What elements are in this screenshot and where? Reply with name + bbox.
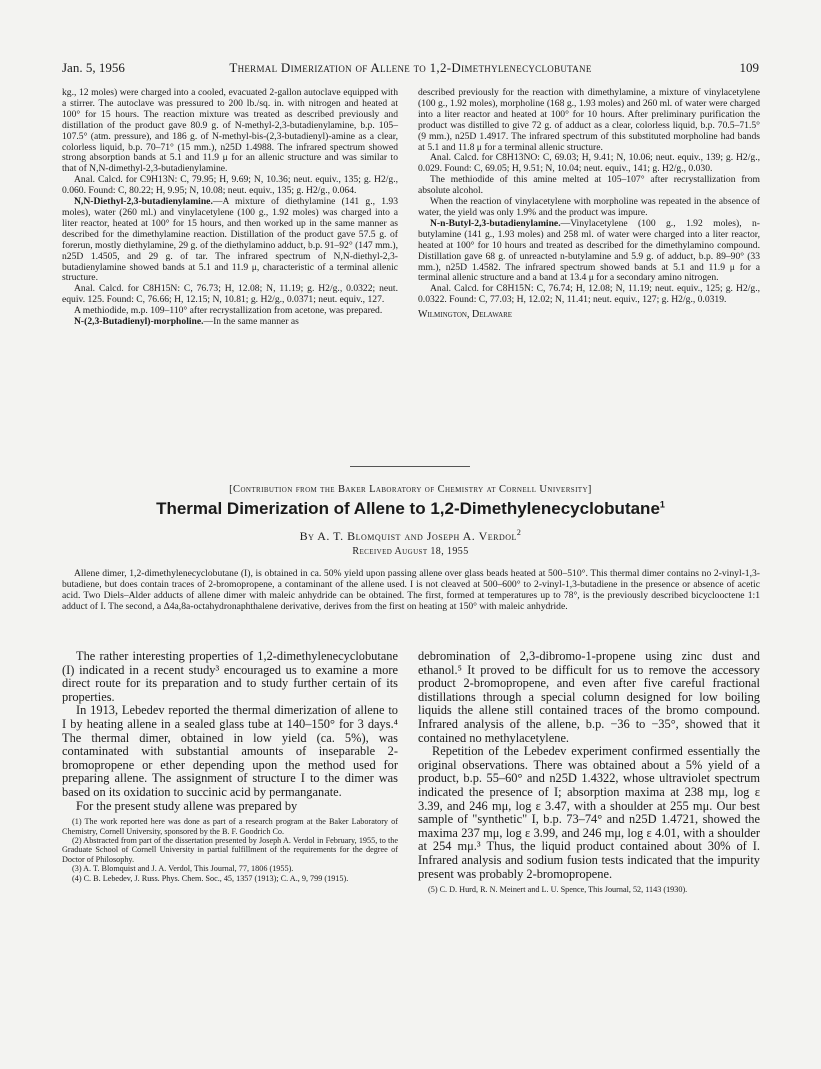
header-date: Jan. 5, 1956: [62, 60, 125, 75]
subsection-text: —A mixture of diethylamine (141 g., 1.93 moles), water (260 ml.) and vinylacetylene (100 g., 1.92 moles) was charged into a liter reactor, heated at 100° for 15 hours, and then worked up in the same manner as described for the dimethylamine reaction. Distillation of the product gave 57.5 g. of forerun, mostly diethylamine, 29 g. of the diethylamino adduct, b.p. 91–92° (147 mm.), n25D 1.4505, and 29 g. of tar. The infrared spectrum of N,N-diethyl-2,3-butadienylamine showed bands at 5.1 and 11.9 μ, characteristic of a terminal allenic structure.: [62, 196, 398, 284]
footnote: (5) C. D. Hurd, R. N. Meinert and L. U. Spence, This Journal, 52, 1143 (1930).: [428, 885, 688, 895]
title-footnote-mark: 1: [659, 499, 665, 510]
body-paragraph: In 1913, Lebedev reported the thermal dimerization of allene to I by heating allene in a sealed glass tube at 140–150° for 3 days.⁴ The thermal dimer, obtained in low yield (ca. 5%), was contaminated with substantial amounts of inseparable 2-bromopropene or ether depending upon the method used for preparing allene. The assignment of structure I to the dimer was based on its oxidation to succinic acid by permanganate.: [62, 703, 398, 799]
authors-text: By A. T. Blomquist and Joseph A. Verdol: [299, 529, 517, 543]
contribution-line: [Contribution from the Baker Laboratory of Chemistry at Cornell University]: [229, 484, 592, 495]
header-running-title: Thermal Dimerization of Allene to 1,2-Dimethylenecyclobutane: [229, 60, 592, 75]
prev-analysis: Anal. Calcd. for C8H15N: C, 76.74; H, 12.08; N, 11.19; neut. equiv., 125; g. H2/g., 0.0322. Found: C, 77.03; H, 12.02; N, 11.41; neut. equiv., 127; g. H2/g., 0.0319.: [418, 283, 760, 306]
subsection-heading: N-(2,3-Butadienyl)-morpholine.: [74, 316, 204, 328]
article-title-text: Thermal Dimerization of Allene to 1,2-Dimethylenecyclobutane: [156, 499, 660, 518]
abstract: [62, 569, 760, 613]
footnote: (2) Abstracted from part of the dissertation presented by Joseph A. Verdol in February, 1955, to the Graduate School of Cornell University in partial fulfillment of the requirements for the degree of Doctor of Philosophy.: [62, 835, 398, 864]
prev-paragraph: [418, 219, 760, 284]
footnotes-left: [62, 817, 398, 883]
footnote: (4) C. B. Lebedev, J. Russ. Phys. Chem. Soc., 45, 1357 (1913); C. A., 9, 799 (1915).: [72, 873, 349, 883]
body-column-left: [62, 650, 398, 883]
location-signature: Wilmington, Delaware: [418, 309, 513, 321]
abstract-text: Allene dimer, 1,2-dimethylenecyclobutane (I), is obtained in ca. 50% yield upon passing allene over glass beads heated at 500–510°. This thermal dimer contains no 2-vinyl-1,3-butadiene, but does contain traces of 2-bromopropene, a contaminant of the allene used. I is not cleaved at 500–600° to 2-vinyl-1,3-butadiene in the presence or absence of acetic acid. Two Diels–Alder adducts of allene dimer with maleic anhydride can be obtained. The first, formed at temperatures up to 78°, is the previously described bicyclooctene 1:1 adduct of I. The second, a Δ4a,8a-octahydronaphthalene derivative, derives from the first on heating at 150° with maleic anhydride.: [62, 568, 760, 612]
body-column-right: [418, 650, 760, 895]
prev-analysis: Anal. Calcd. for C8H13NO: C, 69.03; H, 9.41; N, 10.06; neut. equiv., 139; g. H2/g., 0.029. Found: C, 69.05; H, 9.51; N, 10.04; neut. equiv., 141; g. H2/g., 0.030.: [418, 152, 760, 175]
subsection-heading: N,N-Diethyl-2,3-butadienylamine.: [74, 196, 213, 208]
prev-paragraph: [62, 197, 398, 284]
received-date: Received August 18, 1955: [352, 546, 469, 557]
page-number: 109: [739, 60, 759, 75]
footnote: (1) The work reported here was done as part of a research program at the Baker Laboratory of Chemistry, Cornell University, sponsored by the B. F. Goodrich Co.: [62, 817, 398, 836]
body-paragraph: The rather interesting properties of 1,2-dimethylenecyclobutane (I) indicated in a recent study³ encouraged us to examine a more direct route for its preparation and to study further certain of its properties.: [62, 649, 398, 704]
authors-line: [62, 528, 759, 544]
prev-paragraph: The methiodide of this amine melted at 105–107° after recrystallization from absolute alcohol.: [418, 174, 760, 197]
prev-paragraph: [62, 317, 398, 328]
footnote: (3) A. T. Blomquist and J. A. Verdol, This Journal, 77, 1806 (1955).: [72, 864, 294, 874]
article-title: [62, 499, 759, 519]
section-divider: [350, 466, 470, 467]
prev-analysis: Anal. Calcd. for C8H15N: C, 76.73; H, 12.08; N, 11.19; g. H2/g., 0.0322; neut. equiv. 125. Found: C, 76.66; H, 12.15; N, 10.81; g. H2/g., 0.0371; neut. equiv., 127.: [62, 283, 398, 306]
body-paragraph: For the present study allene was prepared by: [76, 798, 298, 813]
subsection-text: —Vinylacetylene (100 g., 1.92 moles), n-butylamine (141 g., 1.93 moles) and 258 ml. of water were charged into a liter reactor, heated at 100° for 10 hours and treated as described for the dimethylamino compound. Distillation gave 68 g. of unreacted n-butylamine and 5.9 g. of adduct, b.p. 89–90° (33 mm.), n25D 1.4582. The infrared spectrum showed bands at 5.1 and 11.9 μ for a terminal allenic structure and a band at 13.4 μ for a secondary amino nitrogen.: [418, 217, 760, 284]
prev-article-column-left: [62, 88, 398, 328]
prev-analysis: Anal. Calcd. for C9H13N: C, 79.95; H, 9.69; N, 10.36; neut. equiv., 135; g. H2/g., 0.060. Found: C, 80.22; H, 9.95; N, 10.08; neut. equiv., 135; g. H2/g., 0.064.: [62, 174, 398, 197]
authors-footnote-mark: 2: [516, 528, 522, 537]
footnotes-right: [418, 885, 760, 894]
subsection-text: —In the same manner as: [203, 316, 299, 328]
prev-article-column-right: [418, 88, 760, 321]
prev-paragraph: described previously for the reaction with dimethylamine, a mixture of vinylacetylene (100 g., 1.92 moles), morpholine (168 g., 1.93 moles) and 260 ml. of water were charged into a liter reactor and heated at 100° for 10 hours. After preliminary purification the product was distilled to give 72 g. of adduct as a clear, colorless liquid, b.p. 70.5–71.5° (9 mm.), n25D 1.4917. The infrared spectrum of this substituted morpholine had bands at 5.1 and 11.8 μ for a terminal allenic structure.: [418, 87, 760, 153]
subsection-heading: N-n-Butyl-2,3-butadienylamine.: [430, 217, 561, 229]
prev-paragraph: kg., 12 moles) were charged into a cooled, evacuated 2-gallon autoclave equipped with a stirrer. The autoclave was pressured to 200 lb./sq. in. with nitrogen and heated at 100° for 15 hours. The reaction mixture was treated as described previously and distillation of the product gave 80.9 g. of N-methyl-2,3-butadienylamine, b.p. 105–107.5° (atm. pressure), and 186 g. of N-methyl-bis-(2,3-butadienyl)-amine as a clear, colorless liquid, b.p. 70–71° (15 mm.), n25D 1.4988. The infrared spectrum showed strong absorption bands at 5.1 and 11.9 μ for an allenic structure and was similar to that of N,N-dimethyl-2,3-butadienylamine.: [62, 87, 398, 175]
running-header: [62, 60, 759, 76]
prev-paragraph: A methiodide, m.p. 109–110° after recrystallization from acetone, was prepared.: [74, 305, 383, 317]
prev-paragraph: When the reaction of vinylacetylene with morpholine was repeated in the absence of water, the yield was only 1.9% and the product was impure.: [418, 196, 760, 218]
body-paragraph: debromination of 2,3-dibromo-1-propene using zinc dust and ethanol.⁵ It proved to be difficult for us to remove the accessory product 2-bromopropene, and even after five careful fractional distillations through a special column designed for low boiling liquids the allene still contained traces of the bromo compound. Infrared analysis of the allene, b.p. −36 to −35°, showed that it contained no methylacetylene.: [418, 649, 760, 745]
body-paragraph: Repetition of the Lebedev experiment confirmed essentially the original observations. There was obtained about a 5% yield of a product, b.p. 55–60° and n25D 1.4322, whose ultraviolet spectrum indicated the presence of I; absorption maxima at 238 mμ, log ε 3.39, and 246 mμ, log ε 3.47, with a shoulder at 255 mμ. Our best sample of "synthetic" I, b.p. 73–74° and n25D 1.4721, showed the maxima 237 mμ, log ε 3.99, and 246 mμ, log ε 4.01, with a shoulder at 254 mμ.³ Thus, the liquid product contained about 30% of I. Infrared analysis and sodium fusion tests indicated that the impurity present was probably 2-bromopropene.: [418, 744, 760, 881]
